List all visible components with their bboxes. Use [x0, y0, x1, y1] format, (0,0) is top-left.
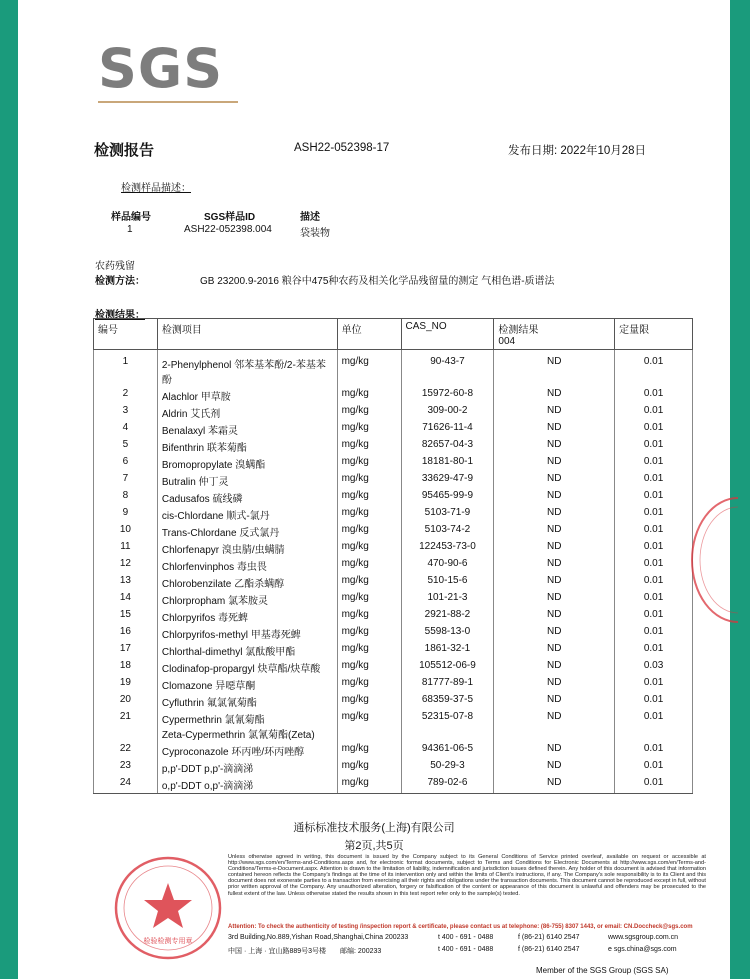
legal-disclaimer: Unless otherwise agreed in writing, this document is issued by the Company subject to its General Conditions of Service printed overleaf, available on request or accessible at http://www.sgs.com/en/Terms-and-Conditions.aspx and, for electronic format documents, subject to Terms and Conditions for Electronic Documents at http://www.sgs.com/en/Terms-and-Conditions/Terms-e-Document.aspx. Attention is drawn to the limitation of liability, indemnification and jurisdiction issues defined therein. Any holder of this document is advised that information contained hereon reflects the Company's findings at the time of its intervention only and within the limits of Client's instructions, if any. The Company's sole responsibility is to its Client and this document does not exonerate parties to a transaction from exercising all their rights and obligations under the transaction documents. This document cannot be reproduced except in full, without prior written approval of the Company. Any unauthorized alteration, forgery or falsification of the content or appearance of this document is unlawful and offenders may be prosecuted to the fullest extent of the law. Unless otherwise stated the results shown in this test report refer only to the sample(s) tested.	[228, 854, 706, 897]
row-no: 17	[94, 642, 158, 659]
results-label: 检测结果：	[95, 310, 145, 321]
fax-cn: f (86-21) 6140 2547	[518, 946, 580, 953]
table-row	[94, 710, 693, 742]
row-item: Clomazone 异噁草酮	[157, 676, 337, 693]
row-cas: 18181-80-1	[401, 455, 494, 472]
row-result: ND	[494, 591, 615, 608]
row-unit: mg/kg	[337, 523, 401, 540]
email: e sgs.china@sgs.com	[608, 946, 677, 953]
row-item: Bromopropylate 溴螨酯	[157, 455, 337, 472]
row-unit: mg/kg	[337, 404, 401, 421]
row-item: Bifenthrin 联苯菊酯	[157, 438, 337, 455]
row-unit: mg/kg	[337, 759, 401, 776]
row-loq: 0.01	[615, 742, 693, 759]
row-item: Chlorfenapyr 溴虫腈/虫螨腈	[157, 540, 337, 557]
row-cas: 470-90-6	[401, 557, 494, 574]
row-loq: 0.01	[615, 438, 693, 455]
row-result: ND	[494, 506, 615, 523]
row-unit: mg/kg	[337, 742, 401, 759]
row-cas: 15972-60-8	[401, 387, 494, 404]
row-no: 23	[94, 759, 158, 776]
address-cn: 中国 · 上海 · 宜山路889号3号楼 邮编: 200233	[228, 948, 382, 955]
row-no: 21	[94, 710, 158, 742]
company-seal-stamp	[106, 853, 231, 963]
row-cas: 309-00-2	[401, 404, 494, 421]
row-result: ND	[494, 742, 615, 759]
svg-text:检验检测专用章: 检验检测专用章	[143, 937, 193, 945]
row-unit: mg/kg	[337, 693, 401, 710]
row-result: ND	[494, 574, 615, 591]
row-loq: 0.01	[615, 472, 693, 489]
row-cas: 5103-71-9	[401, 506, 494, 523]
row-result: ND	[494, 557, 615, 574]
results-header-row	[94, 319, 693, 350]
row-loq: 0.01	[615, 557, 693, 574]
row-unit: mg/kg	[337, 776, 401, 794]
table-row	[94, 742, 693, 759]
row-no: 8	[94, 489, 158, 506]
row-item: Clodinafop-propargyl 炔草酯/炔草酸	[157, 659, 337, 676]
row-cas: 789-02-6	[401, 776, 494, 794]
row-result: ND	[494, 523, 615, 540]
row-cas: 94361-06-5	[401, 742, 494, 759]
tel-cn: t 400 - 691 - 0488	[438, 946, 494, 953]
row-no: 13	[94, 574, 158, 591]
table-row	[94, 438, 693, 455]
row-unit: mg/kg	[337, 591, 401, 608]
table-row	[94, 404, 693, 421]
table-row	[94, 421, 693, 438]
row-cas: 5103-74-2	[401, 523, 494, 540]
row-result: ND	[494, 455, 615, 472]
row-unit: mg/kg	[337, 574, 401, 591]
table-row	[94, 506, 693, 523]
table-row	[94, 557, 693, 574]
row-cas: 81777-89-1	[401, 676, 494, 693]
row-cas: 2921-88-2	[401, 608, 494, 625]
row-cas: 68359-37-5	[401, 693, 494, 710]
table-row	[94, 540, 693, 557]
side-seal-stamp	[688, 495, 738, 625]
row-loq: 0.01	[615, 455, 693, 472]
row-unit: mg/kg	[337, 557, 401, 574]
col-cas: CAS_NO	[401, 319, 494, 350]
row-loq: 0.01	[615, 404, 693, 421]
issue-date: 发布日期: 2022年10月28日	[508, 145, 647, 157]
row-no: 4	[94, 421, 158, 438]
row-no: 24	[94, 776, 158, 794]
table-row	[94, 659, 693, 676]
row-no: 22	[94, 742, 158, 759]
table-row	[94, 523, 693, 540]
row-item: o,p'-DDT o,p'-滴滴涕	[157, 776, 337, 794]
row-unit: mg/kg	[337, 642, 401, 659]
report-title: 检测报告	[94, 142, 155, 159]
row-loq: 0.01	[615, 387, 693, 404]
row-unit: mg/kg	[337, 438, 401, 455]
row-cas: 52315-07-8	[401, 710, 494, 742]
method-label: 检测方法：	[95, 276, 145, 287]
row-result: ND	[494, 625, 615, 642]
row-unit: mg/kg	[337, 659, 401, 676]
row-cas: 82657-04-3	[401, 438, 494, 455]
row-loq: 0.03	[615, 659, 693, 676]
row-no: 12	[94, 557, 158, 574]
row-cas: 510-15-6	[401, 574, 494, 591]
page-number: 第2页,共5页	[344, 840, 404, 852]
row-item: Chlorpropham 氯苯胺灵	[157, 591, 337, 608]
row-result: ND	[494, 776, 615, 794]
row-cas: 5598-13-0	[401, 625, 494, 642]
row-cas: 71626-11-4	[401, 421, 494, 438]
row-loq: 0.01	[615, 625, 693, 642]
row-result: ND	[494, 693, 615, 710]
row-unit: mg/kg	[337, 387, 401, 404]
row-item: Trans-Chlordane 反式氯丹	[157, 523, 337, 540]
row-no: 10	[94, 523, 158, 540]
sample-no: 1	[127, 224, 133, 235]
row-no: 3	[94, 404, 158, 421]
row-unit: mg/kg	[337, 625, 401, 642]
method-text: GB 23200.9-2016 粮谷中475种农药及相关化学品残留量的测定 气相色谱-质谱法	[200, 276, 555, 287]
row-cas: 101-21-3	[401, 591, 494, 608]
table-row	[94, 455, 693, 472]
row-result: ND	[494, 659, 615, 676]
row-cas: 90-43-7	[401, 350, 494, 388]
row-unit: mg/kg	[337, 608, 401, 625]
row-unit: mg/kg	[337, 472, 401, 489]
row-loq: 0.01	[615, 523, 693, 540]
row-no: 14	[94, 591, 158, 608]
row-result: ND	[494, 608, 615, 625]
row-no: 15	[94, 608, 158, 625]
website: www.sgsgroup.com.cn	[608, 934, 679, 941]
row-result: ND	[494, 472, 615, 489]
member-note: Member of the SGS Group (SGS SA)	[536, 966, 669, 975]
row-loq: 0.01	[615, 574, 693, 591]
desc-header: 描述	[300, 212, 320, 223]
row-loq: 0.01	[615, 506, 693, 523]
row-unit: mg/kg	[337, 506, 401, 523]
row-loq: 0.01	[615, 693, 693, 710]
row-unit: mg/kg	[337, 540, 401, 557]
row-loq: 0.01	[615, 591, 693, 608]
table-row	[94, 693, 693, 710]
row-no: 6	[94, 455, 158, 472]
row-item: Benalaxyl 苯霜灵	[157, 421, 337, 438]
row-unit: mg/kg	[337, 350, 401, 388]
row-loq: 0.01	[615, 676, 693, 693]
table-row	[94, 489, 693, 506]
col-no: 编号	[94, 319, 158, 350]
row-result: ND	[494, 540, 615, 557]
row-result: ND	[494, 438, 615, 455]
col-result: 检测结果 004	[494, 319, 615, 350]
row-item: Cyfluthrin 氟氯氰菊酯	[157, 693, 337, 710]
col-item: 检测项目	[157, 319, 337, 350]
row-no: 5	[94, 438, 158, 455]
row-no: 1	[94, 350, 158, 388]
table-row	[94, 350, 693, 388]
row-unit: mg/kg	[337, 489, 401, 506]
row-result: ND	[494, 759, 615, 776]
row-unit: mg/kg	[337, 676, 401, 693]
row-item: Aldrin 艾氏剂	[157, 404, 337, 421]
row-loq: 0.01	[615, 759, 693, 776]
row-loq: 0.01	[615, 489, 693, 506]
row-item: Chlorpyrifos-methyl 甲基毒死蜱	[157, 625, 337, 642]
row-cas: 1861-32-1	[401, 642, 494, 659]
table-row	[94, 759, 693, 776]
row-item: Cyproconazole 环丙唑/环丙唑醇	[157, 742, 337, 759]
sample-no-header: 样品编号	[111, 212, 151, 223]
row-result: ND	[494, 676, 615, 693]
row-result: ND	[494, 421, 615, 438]
logo-underline	[98, 101, 238, 103]
authenticity-notice: Attention: To check the authenticity of testing /inspection report & certificate, please contact us at telephone: (86-755) 8307 1443, or email: CN.Doccheck@sgs.com	[228, 924, 693, 930]
table-row	[94, 676, 693, 693]
table-row	[94, 625, 693, 642]
company-name: 通标标准技术服务(上海)有限公司	[293, 822, 455, 834]
row-item: Alachlor 甲草胺	[157, 387, 337, 404]
row-item: p,p'-DDT p,p'-滴滴涕	[157, 759, 337, 776]
row-loq: 0.01	[615, 710, 693, 742]
row-item: Butralin 仲丁灵	[157, 472, 337, 489]
row-item: Chlorfenvinphos 毒虫畏	[157, 557, 337, 574]
table-row	[94, 608, 693, 625]
row-unit: mg/kg	[337, 455, 401, 472]
row-result: ND	[494, 642, 615, 659]
row-result: ND	[494, 387, 615, 404]
row-no: 16	[94, 625, 158, 642]
row-cas: 50-29-3	[401, 759, 494, 776]
row-cas: 105512-06-9	[401, 659, 494, 676]
row-no: 2	[94, 387, 158, 404]
table-row	[94, 591, 693, 608]
report-number: ASH22-052398-17	[294, 142, 390, 154]
row-result: ND	[494, 489, 615, 506]
row-result: ND	[494, 350, 615, 388]
section-name: 农药残留	[95, 261, 135, 272]
table-row	[94, 574, 693, 591]
row-cas: 33629-47-9	[401, 472, 494, 489]
row-loq: 0.01	[615, 540, 693, 557]
col-loq: 定量限	[615, 319, 693, 350]
row-no: 18	[94, 659, 158, 676]
report-page	[18, 0, 730, 979]
row-item: Chlorpyrifos 毒死蜱	[157, 608, 337, 625]
row-unit: mg/kg	[337, 421, 401, 438]
sample-desc-label: 检测样品描述：	[121, 183, 191, 194]
fax-en: f (86-21) 6140 2547	[518, 934, 580, 941]
row-loq: 0.01	[615, 776, 693, 794]
row-no: 7	[94, 472, 158, 489]
address-en: 3rd Building,No.889,Yishan Road,Shanghai,China 200233	[228, 934, 409, 941]
row-cas: 95465-99-9	[401, 489, 494, 506]
row-unit: mg/kg	[337, 710, 401, 742]
table-row	[94, 472, 693, 489]
sgs-sample-id: ASH22-052398.004	[184, 224, 272, 235]
row-result: ND	[494, 404, 615, 421]
row-no: 19	[94, 676, 158, 693]
row-item: Cypermethrin 氯氰菊酯 Zeta-Cypermethrin 氯氰菊酯(Zeta)	[157, 710, 337, 742]
table-row	[94, 776, 693, 794]
row-no: 20	[94, 693, 158, 710]
results-table	[93, 318, 693, 794]
row-loq: 0.01	[615, 421, 693, 438]
row-item: Chlorobenzilate 乙酯杀螨醇	[157, 574, 337, 591]
row-loq: 0.01	[615, 642, 693, 659]
row-item: 2-Phenylphenol 邻苯基苯酚/2-苯基苯酚	[157, 350, 337, 388]
row-no: 9	[94, 506, 158, 523]
row-item: cis-Chlordane 顺式-氯丹	[157, 506, 337, 523]
table-row	[94, 642, 693, 659]
row-loq: 0.01	[615, 350, 693, 388]
tel-en: t 400 - 691 - 0488	[438, 934, 494, 941]
row-item: Cadusafos 硫线磷	[157, 489, 337, 506]
col-unit: 单位	[337, 319, 401, 350]
row-item: Chlorthal-dimethyl 氯酞酸甲酯	[157, 642, 337, 659]
sgs-logo: SGS	[98, 40, 248, 103]
row-result: ND	[494, 710, 615, 742]
row-no: 11	[94, 540, 158, 557]
row-cas: 122453-73-0	[401, 540, 494, 557]
sgs-id-header: SGS样品ID	[204, 212, 256, 223]
table-row	[94, 387, 693, 404]
row-loq: 0.01	[615, 608, 693, 625]
sample-description: 袋装物	[300, 228, 330, 239]
